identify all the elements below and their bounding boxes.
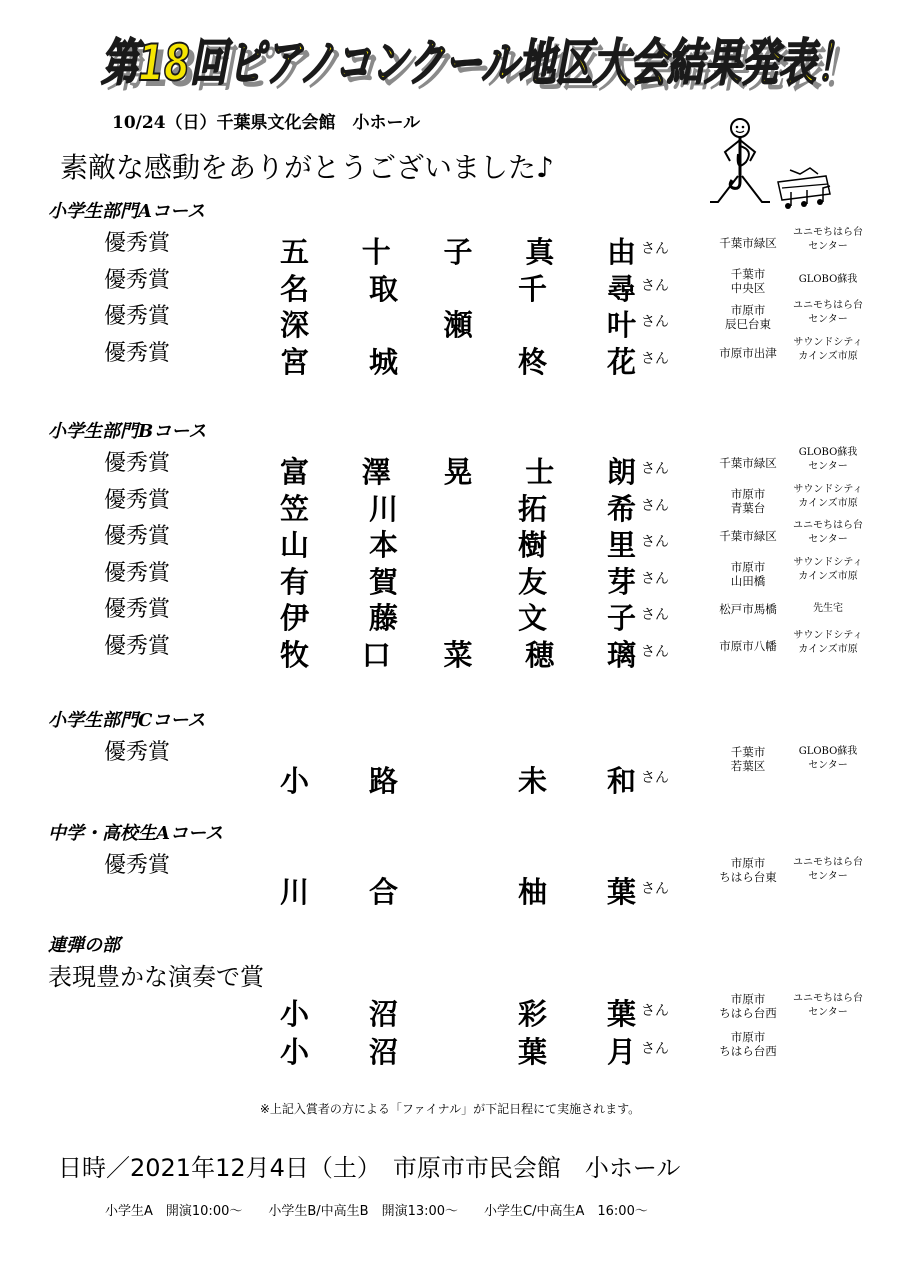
final-notice: ※上記入賞者の方による「ファイナル」が下記日程にて実施されます。 xyxy=(259,1102,641,1116)
winner-name: 宮 城 柊 花 xyxy=(280,344,636,379)
venue: サウンドシティ カインズ市原 xyxy=(793,629,863,655)
location: 松戸市馬橋 xyxy=(719,602,777,616)
section-title: 連弾の部 xyxy=(48,935,120,956)
location: 市原市出津 xyxy=(719,345,777,360)
result-row xyxy=(48,994,888,1032)
venue: サウンドシティ カインズ市原 xyxy=(793,483,863,509)
location: 市原市 山田橋 xyxy=(730,559,766,588)
honorific: さん xyxy=(641,607,669,623)
section-elementary-a xyxy=(48,200,888,379)
honorific: さん xyxy=(641,461,669,477)
honorific: さん xyxy=(641,1041,669,1057)
award-label: 優秀賞 xyxy=(104,853,171,878)
winner-name: 富 澤 晃 士 朗 xyxy=(280,455,636,489)
winner-name: 五 十 子 真 由 xyxy=(280,235,636,269)
result-row xyxy=(48,261,888,306)
section-title: 小学生部門Bコース xyxy=(48,421,207,442)
section-title: 中学・高校生Aコース xyxy=(48,823,224,844)
honorific: さん xyxy=(641,534,669,550)
winner-name: 深 瀬 叶 xyxy=(280,308,636,342)
section-elementary-c xyxy=(48,709,888,798)
final-date-venue: 日時／2021年12月4日（土） 市原市市民会館 小ホール xyxy=(58,1154,681,1182)
final-schedule: 小学生A 開演10:00～ 小学生B/中高生B 開演13:00～ 小学生C/中高生A 16:00～ xyxy=(105,1204,648,1219)
venue: ユニモちはら台 センター xyxy=(793,993,863,1018)
section-elementary-b xyxy=(48,420,888,672)
honorific: さん xyxy=(641,277,669,294)
result-row xyxy=(48,733,888,798)
location: 市原市 辰巳台東 xyxy=(725,303,771,331)
event-date-venue: 10/24（日）千葉県文化会館 小ホール xyxy=(112,113,421,133)
result-row xyxy=(48,224,888,269)
thanks-message: 素敵な感動をありがとうございました♪ xyxy=(60,151,554,184)
award-label: 優秀賞 xyxy=(104,451,171,476)
result-row xyxy=(48,590,888,635)
award-title: 表現豊かな演奏で賞 xyxy=(48,963,264,991)
honorific: さん xyxy=(641,241,669,257)
venue: ユニモちはら台 センター xyxy=(793,857,863,882)
venue: サウンドシティ カインズ市原 xyxy=(793,556,863,582)
section-title: 小学生部門Cコース xyxy=(48,710,206,731)
section-duet xyxy=(48,934,888,1070)
award-label: 優秀賞 xyxy=(104,740,171,765)
location: 千葉市緑区 xyxy=(719,236,777,250)
award-label: 優秀賞 xyxy=(104,267,171,293)
award-label: 優秀賞 xyxy=(104,633,171,659)
winner-name: 伊 藤 文 子 xyxy=(280,601,636,635)
location: 千葉市緑区 xyxy=(719,456,777,470)
venue: GLOBO蘇我 xyxy=(798,273,858,285)
winner-name: 笠 川 拓 希 xyxy=(280,491,636,526)
honorific: さん xyxy=(641,497,669,514)
result-row xyxy=(48,846,888,909)
winner-name: 小 沼 葉 月 xyxy=(280,1035,636,1069)
title-banner xyxy=(85,22,875,102)
result-row xyxy=(48,481,888,526)
location: 千葉市 若葉区 xyxy=(730,745,766,773)
venue: GLOBO蘇我 センター xyxy=(798,447,858,472)
honorific: さん xyxy=(641,643,669,660)
venue: サウンドシティ カインズ市原 xyxy=(793,336,863,362)
location: 市原市 ちはら台西 xyxy=(719,992,777,1020)
award-label: 優秀賞 xyxy=(104,231,171,256)
location: 市原市 青葉台 xyxy=(730,486,766,515)
winner-name: 小 路 未 和 xyxy=(280,764,636,798)
venue: 先生宅 xyxy=(813,603,843,614)
banner-title: 第18回ピアノコンクール地区大会結果発表！ xyxy=(101,34,853,92)
result-row xyxy=(48,334,888,379)
result-row xyxy=(48,554,888,599)
winner-name: 有 賀 友 芽 xyxy=(280,564,636,599)
result-row xyxy=(48,627,888,672)
award-label: 優秀賞 xyxy=(104,597,171,622)
winner-name: 山 本 樹 里 xyxy=(280,528,636,562)
location: 市原市 ちはら台西 xyxy=(719,1030,777,1058)
result-row xyxy=(48,517,888,562)
venue: ユニモちはら台 センター xyxy=(793,520,863,545)
honorific: さん xyxy=(641,770,669,786)
honorific: さん xyxy=(641,350,669,367)
award-label: 優秀賞 xyxy=(104,524,171,549)
result-row xyxy=(48,444,888,489)
award-label: 優秀賞 xyxy=(104,560,171,586)
honorific: さん xyxy=(641,570,669,587)
section-title: 小学生部門Aコース xyxy=(48,201,206,222)
location: 市原市 ちはら台東 xyxy=(719,856,777,884)
result-row xyxy=(48,1032,888,1070)
venue: GLOBO蘇我 センター xyxy=(798,746,858,771)
honorific: さん xyxy=(641,314,669,330)
location: 千葉市 中央区 xyxy=(730,266,766,295)
honorific: さん xyxy=(641,881,669,897)
result-row xyxy=(48,297,888,342)
location: 千葉市緑区 xyxy=(719,529,777,543)
honorific: さん xyxy=(641,1003,669,1019)
winner-name: 牧 口 菜 穂 璃 xyxy=(280,637,636,672)
venue: ユニモちはら台 センター xyxy=(793,227,863,252)
winner-name: 小 沼 彩 葉 xyxy=(280,997,636,1031)
location: 市原市八幡 xyxy=(719,638,777,653)
venue: ユニモちはら台 センター xyxy=(793,300,863,325)
winner-name: 川 合 柚 葉 xyxy=(280,875,636,909)
award-label: 優秀賞 xyxy=(104,487,171,513)
award-label: 優秀賞 xyxy=(104,304,171,329)
banner-title-shadow: 第18回ピアノコンクール地区大会結果発表！ xyxy=(107,40,859,98)
award-label: 優秀賞 xyxy=(104,340,171,366)
winner-name: 名 取 千 尋 xyxy=(280,271,636,306)
section-junior-high-a xyxy=(48,822,888,909)
